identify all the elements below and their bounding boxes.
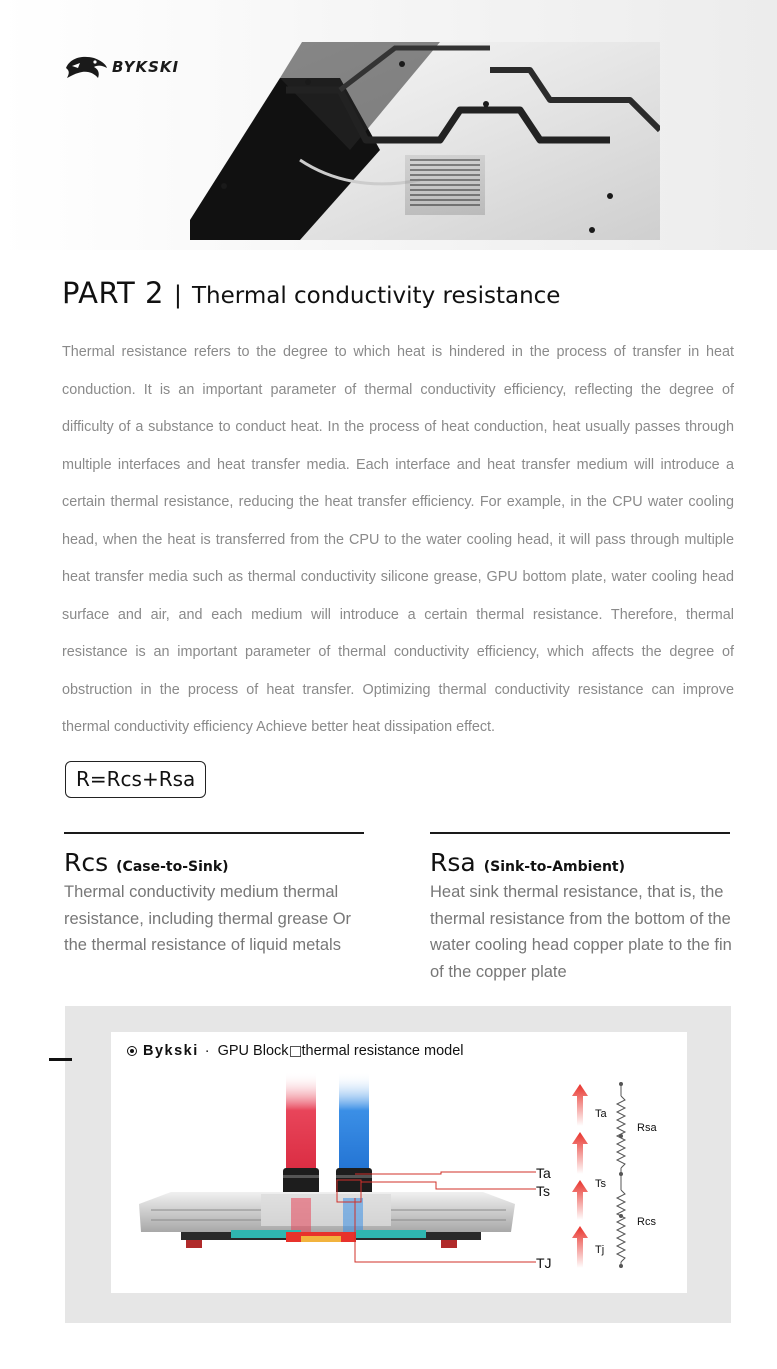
rcs-heading — [64, 848, 366, 877]
part-title: Thermal conductivity resistance — [192, 283, 561, 309]
title-separator: · — [204, 1043, 210, 1059]
label-tj: TJ — [536, 1255, 552, 1271]
divider — [430, 832, 730, 834]
scale-ta: Ta — [595, 1108, 607, 1120]
body-paragraph: Thermal resistance refers to the degree to which heat is hindered in the process of transfer in heat conduction. It is an important parameter of thermal conductivity efficiency, reflecting the degree of difficulty of a substance to conduct heat. In the process of heat conduction, heat usually passes through multiple interfaces and heat transfer media. Each interface and heat transfer medium will introduce a certain thermal resistance, reducing the heat transfer efficiency. For example, in the CPU water cooling head, when the heat is transferred from the CPU to the water cooling head, it will pass through multiple heat transfer media such as thermal conductivity silicone grease, GPU bottom plate, water cooling head surface and air, and each medium will introduce a certain thermal resistance. Therefore, thermal resistance is an important parameter of thermal conductivity efficiency, which affects the degree of obstruction in the process of heat transfer. Optimizing thermal conductivity resistance can improve thermal conductivity efficiency Achieve better heat dissipation effect. — [62, 344, 734, 735]
rcs-title: Rcs — [64, 848, 109, 877]
dragon-logo-icon — [64, 54, 108, 80]
rsa-subtitle: (Sink-to-Ambient) — [483, 859, 626, 875]
section-heading — [62, 276, 560, 310]
dash-marker — [49, 1058, 72, 1061]
thermal-model-card — [111, 1032, 687, 1293]
rcs-description: Thermal conductivity medium thermal resistance, including thermal grease Or the thermal resistance of liquid metals — [64, 883, 352, 954]
brand-logo — [64, 54, 179, 80]
scale-rcs: Rcs — [637, 1216, 656, 1228]
scale-ts: Ts — [595, 1178, 606, 1190]
header-banner — [0, 0, 777, 250]
heading-separator: | — [173, 281, 182, 309]
rsa-title: Rsa — [430, 848, 476, 877]
logo-text: BYKSKI — [112, 58, 180, 76]
scale-tj: Tj — [595, 1244, 605, 1256]
diagram-title-end: thermal resistance model — [301, 1043, 464, 1059]
label-ta: Ta — [536, 1165, 551, 1181]
diagram-brand: Bykski — [143, 1043, 199, 1059]
diagram-title-start: GPU Block — [217, 1043, 289, 1059]
rsa-heading — [430, 848, 732, 877]
divider — [64, 832, 364, 834]
part-number: PART 2 — [62, 276, 164, 310]
rcs-subtitle: (Case-to-Sink) — [116, 859, 229, 875]
formula-box: R=Rcs+Rsa — [65, 761, 206, 798]
rsa-column — [430, 832, 732, 985]
rsa-description: Heat sink thermal resistance, that is, the thermal resistance from the bottom of the water cooling head copper plate to the fin of the copper plate — [430, 883, 732, 981]
scale-rsa: Rsa — [637, 1122, 657, 1134]
rcs-column — [64, 832, 366, 959]
water-block-image — [190, 30, 660, 240]
label-ts: Ts — [536, 1183, 550, 1199]
